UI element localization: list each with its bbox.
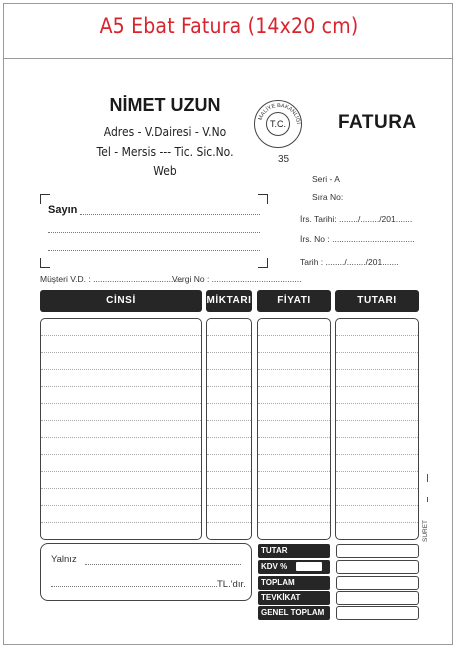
suret-label: SURET bbox=[422, 519, 429, 542]
page-title: A5 Ebat Fatura (14x20 cm) bbox=[99, 14, 359, 38]
document-title: FATURA bbox=[338, 112, 417, 133]
header-cinsi: CİNSİ bbox=[40, 290, 202, 312]
seal-arc-text: MALİYE BAKANLIĞI bbox=[257, 102, 301, 125]
total-field-toplam[interactable] bbox=[336, 576, 419, 590]
customer-tax-office-field[interactable]: Müşteri V.D. : ...................................... bbox=[40, 274, 183, 284]
sayin-label: Sayın bbox=[48, 204, 78, 216]
column-fiyati[interactable] bbox=[257, 318, 331, 540]
irsaliye-no-field[interactable]: İrs. No : ................................... bbox=[300, 234, 415, 244]
header-fiyati: FİYATI bbox=[257, 290, 331, 312]
company-address-line: Adres - V.Dairesi - V.No bbox=[103, 124, 227, 139]
total-label-toplam: TOPLAM bbox=[258, 576, 330, 590]
seri-label: Seri - A bbox=[312, 174, 340, 184]
header-miktari: MİKTARI bbox=[206, 290, 252, 312]
yalniz-label: Yalnız bbox=[51, 554, 77, 565]
column-miktari[interactable] bbox=[206, 318, 252, 540]
tax-number-field[interactable]: Vergi No : ...................................... bbox=[172, 274, 302, 284]
total-field-tutar[interactable] bbox=[336, 544, 419, 558]
seal-number: 35 bbox=[278, 154, 290, 165]
date-field[interactable]: Tarih : ......../......../201....... bbox=[300, 257, 399, 267]
ministry-seal bbox=[254, 100, 302, 148]
column-cinsi[interactable] bbox=[40, 318, 202, 540]
total-label-tutar: TUTAR bbox=[258, 544, 330, 558]
header-tutari: TUTARI bbox=[335, 290, 419, 312]
irsaliye-date-field[interactable]: İrs. Tarihi: ......../......../201....... bbox=[300, 214, 413, 224]
total-field-tevkifat[interactable] bbox=[336, 591, 419, 605]
total-label-genel-toplam: GENEL TOPLAM bbox=[258, 606, 330, 620]
total-field-genel-toplam[interactable] bbox=[336, 606, 419, 620]
company-name: NİMET UZUN bbox=[109, 95, 221, 115]
column-tutari[interactable] bbox=[335, 318, 419, 540]
kdv-rate-field[interactable] bbox=[296, 562, 322, 571]
title-divider bbox=[3, 58, 453, 59]
total-label-kdv bbox=[258, 560, 330, 574]
suret-tick bbox=[427, 474, 428, 482]
seal-center-text: T.C. bbox=[266, 112, 290, 136]
total-field-kdv[interactable] bbox=[336, 560, 419, 574]
suret-tick bbox=[427, 497, 428, 502]
amount-in-words-box[interactable] bbox=[40, 543, 252, 601]
kdv-label: KDV % bbox=[261, 562, 288, 571]
company-contact-line: Tel - Mersis --- Tic. Sic.No. bbox=[96, 144, 234, 159]
tl-label: TL.'dır. bbox=[217, 579, 246, 590]
customer-box[interactable] bbox=[40, 194, 268, 268]
sira-no-label: Sıra No: bbox=[312, 192, 344, 202]
company-web-line: Web bbox=[153, 163, 177, 178]
total-label-tevkifat: TEVKİKAT bbox=[258, 591, 330, 605]
